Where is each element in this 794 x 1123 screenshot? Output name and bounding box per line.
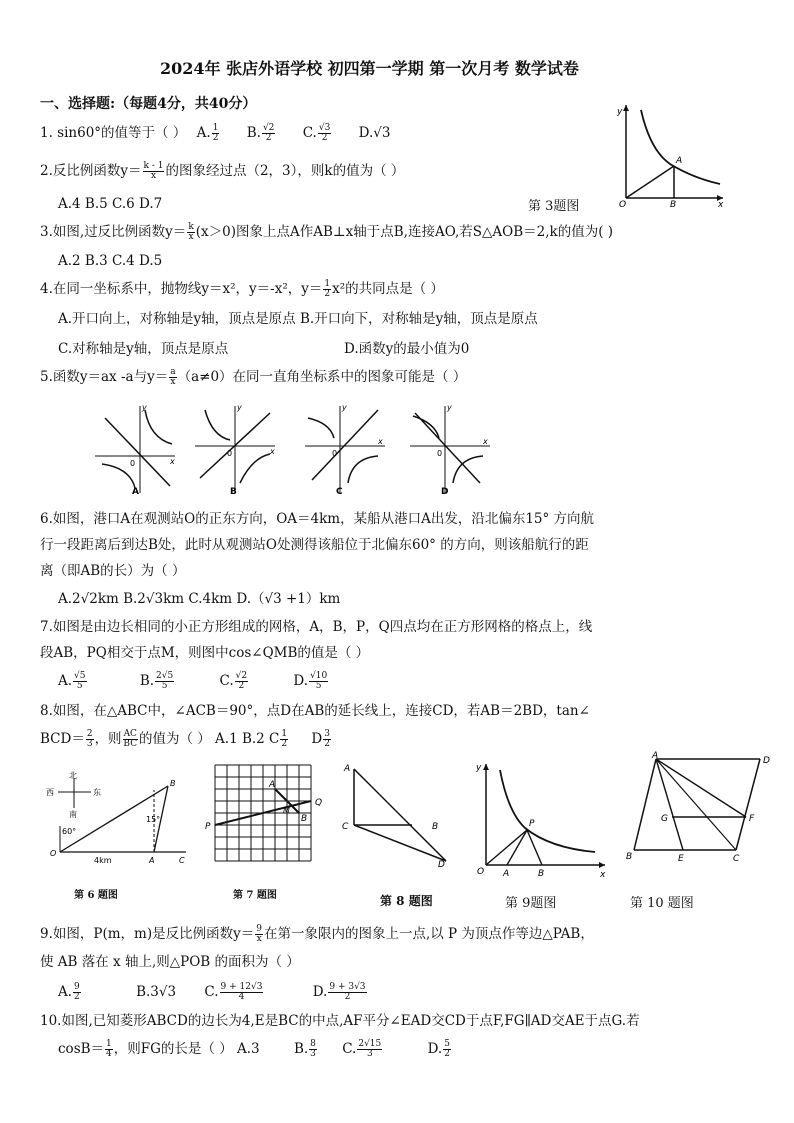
question-2: 2.反比例函数y＝ $\frac{k - 1}{x}$ 的图象经过点（2，3），则k的值为（ ） bbox=[40, 161, 405, 181]
question-6-line1: 6.如图，港口A在观测站O的正东方向，OA＝4km，某船从港口A出发，沿北偏东15° 方向航 bbox=[40, 511, 595, 527]
svg-text:0: 0 bbox=[227, 449, 233, 458]
q1-option-b: B. $\frac{√2}{2}$ bbox=[246, 123, 275, 143]
figure-3-graph bbox=[608, 100, 728, 208]
svg-text:南: 南 bbox=[69, 810, 77, 819]
svg-text:x: x bbox=[270, 447, 275, 456]
q3-options: A.2 B.3 C.4 D.5 bbox=[58, 253, 163, 269]
q5-label-c: C bbox=[336, 487, 343, 497]
q7-options: A. $\frac{√5}{5}$ B. $\frac{2√5}{5}$ C. $\frac{√2}{2}$ D. $\frac{√10}{5}$ bbox=[58, 671, 328, 691]
svg-text:东: 东 bbox=[93, 788, 101, 797]
q1-option-c: C. $\frac{√3}{2}$ bbox=[302, 123, 331, 143]
svg-text:M: M bbox=[283, 806, 290, 815]
svg-text:0: 0 bbox=[332, 449, 338, 458]
svg-text:x: x bbox=[378, 437, 383, 446]
svg-text:O: O bbox=[619, 200, 627, 210]
question-6-line2: 行一段距离后到达B处，此时从观测站O处测得该船位于北偏东60° 的方向，则该船航行的距 bbox=[40, 537, 589, 553]
svg-text:0: 0 bbox=[437, 449, 443, 458]
q1-stem: 1. sin60°的值等于（ ） bbox=[40, 125, 187, 141]
svg-text:F: F bbox=[749, 814, 755, 824]
svg-text:B: B bbox=[170, 779, 176, 788]
q5-graph-d bbox=[410, 403, 490, 497]
question-3: 3.如图,过反比例函数y＝ $\frac{k}{x}$ (x＞0)图象上点A作AB⊥x轴于点B,连接AO,若S△AOB＝2,k的值为( ) bbox=[40, 222, 614, 242]
svg-text:4km: 4km bbox=[94, 856, 112, 865]
svg-text:B: B bbox=[538, 869, 545, 879]
svg-text:60°: 60° bbox=[62, 827, 77, 836]
figure-3-caption: 第 3题图 bbox=[528, 199, 580, 214]
question-5: 5.函数y＝ax -a与y＝ $\frac{a}{x}$ （a≠0）在同一直角坐标系中的图象可能是（ ） bbox=[40, 367, 467, 387]
svg-text:x: x bbox=[600, 870, 606, 880]
q1-option-a: A. $\frac{1}{2}$ bbox=[196, 123, 219, 143]
q5-label-a: A bbox=[132, 487, 139, 497]
q6-options: A.2√2km B.2√3km C.4km D.（√3 +1）km bbox=[58, 591, 341, 607]
figure-6-caption: 第 6 题图 bbox=[74, 890, 118, 901]
svg-text:0: 0 bbox=[130, 459, 136, 468]
exam-title: 2024年 张店外语学校 初四第一学期 第一次月考 数学试卷 bbox=[160, 59, 579, 78]
svg-text:C: C bbox=[179, 856, 185, 865]
question-6-line3: 离（即AB的长）为（ ） bbox=[40, 563, 186, 579]
svg-text:O: O bbox=[50, 849, 57, 858]
svg-text:B: B bbox=[670, 200, 677, 210]
q5-label-b: B bbox=[230, 487, 237, 497]
question-9-line2: 使 AB 落在 x 轴上,则△POB 的面积为（ ） bbox=[40, 954, 300, 970]
section-heading: 一、选择题:（每题4分，共40分） bbox=[40, 96, 257, 112]
svg-text:x: x bbox=[718, 200, 724, 210]
svg-text:C: C bbox=[733, 854, 740, 864]
q5-label-d: D bbox=[441, 487, 449, 497]
svg-text:x: x bbox=[483, 437, 488, 446]
svg-text:15°: 15° bbox=[146, 815, 161, 824]
q5-graph-b bbox=[195, 403, 275, 497]
figure-8 bbox=[340, 763, 460, 868]
svg-text:P: P bbox=[529, 819, 535, 829]
figure-10 bbox=[626, 751, 788, 870]
question-1 bbox=[40, 124, 390, 143]
question-4: 4.在同一坐标系中，抛物线y＝x²，y＝-x²，y＝ $\frac{1}{2}$ x²的共同点是（ ） bbox=[40, 279, 444, 299]
q1-option-d: D.√3 bbox=[358, 125, 391, 141]
q2-options: A.4 B.5 C.6 D.7 bbox=[58, 196, 163, 212]
figure-9 bbox=[470, 760, 610, 880]
svg-text:y: y bbox=[447, 403, 452, 412]
svg-text:y: y bbox=[237, 403, 242, 412]
question-8-line1: 8.如图，在△ABC中，∠ACB＝90°，点D在AB的延长线上，连接CD，若AB＝2BD，tan∠ bbox=[40, 703, 590, 719]
svg-text:A: A bbox=[344, 764, 351, 774]
svg-text:Q: Q bbox=[315, 798, 323, 808]
svg-text:E: E bbox=[678, 854, 684, 864]
q4-option-ab: A.开口向上，对称轴是y轴，顶点是原点 B.开口向下，对称轴是y轴，顶点是原点 bbox=[58, 311, 538, 327]
svg-text:P: P bbox=[205, 822, 211, 832]
q5-graphs bbox=[90, 398, 488, 498]
figure-6 bbox=[36, 770, 196, 870]
question-9-line1: 9.如图，P(m，m)是反比例函数y＝ $\frac{9}{x}$ 在第一象限内的图象上一点,以 P 为顶点作等边△PAB， bbox=[40, 924, 594, 944]
svg-text:y: y bbox=[342, 403, 347, 412]
q5-graph-c bbox=[305, 403, 385, 497]
figure-7-grid bbox=[205, 763, 331, 871]
svg-text:B: B bbox=[432, 822, 439, 832]
svg-text:A: A bbox=[676, 156, 683, 166]
figure-7-caption: 第 7 题图 bbox=[233, 890, 277, 901]
svg-text:y: y bbox=[617, 107, 623, 117]
question-8-line2: BCD＝ $\frac{2}{3}$ ，则 $\frac{AC}{BC}$ 的值为（ ） A.1 B.2 C $\frac{1}{2}$ D $\frac{3}{2}$ bbox=[40, 729, 330, 749]
svg-text:D: D bbox=[763, 756, 770, 766]
svg-text:G: G bbox=[661, 814, 668, 824]
question-7-line1: 7.如图是由边长相同的小正方形组成的网格，A，B，P，Q四点均在正方形网格的格点上，线 bbox=[40, 619, 593, 635]
svg-text:y: y bbox=[476, 763, 482, 773]
q4-option-d: D.函数y的最小值为0 bbox=[344, 341, 470, 357]
q5-graph-a bbox=[95, 403, 175, 497]
svg-text:y: y bbox=[142, 403, 147, 412]
figure-8-caption: 第 8 题图 bbox=[380, 894, 433, 908]
question-10-line2: cosB＝ $\frac{1}{4}$ ，则FG的长是（ ） A.3 B. $\frac{8}{3}$ C. $\frac{2√15}{3}$ D. $\frac{5}{2}$ bbox=[58, 1039, 450, 1059]
question-7-line2: 段AB，PQ相交于点M，则图中cos∠QMB的值是（ ） bbox=[40, 645, 370, 661]
figure-9-caption: 第 9题图 bbox=[505, 896, 557, 911]
svg-text:B: B bbox=[626, 852, 633, 862]
svg-text:D: D bbox=[438, 860, 445, 870]
svg-text:x: x bbox=[170, 457, 175, 466]
svg-text:A: A bbox=[652, 751, 659, 761]
svg-text:北: 北 bbox=[69, 771, 77, 780]
svg-text:O: O bbox=[477, 867, 485, 877]
q9-options: A. $\frac{9}{2}$ B.3√3 C. $\frac{9 + 12√3}{4}$ D. $\frac{9 + 3√3}{2}$ bbox=[58, 982, 366, 1002]
svg-text:A: A bbox=[503, 869, 510, 879]
svg-text:西: 西 bbox=[46, 788, 54, 797]
q4-option-c: C.对称轴是y轴，顶点是原点 bbox=[58, 341, 229, 357]
svg-text:A: A bbox=[269, 780, 276, 790]
svg-text:C: C bbox=[342, 822, 349, 832]
question-10-line1: 10.如图,已知菱形ABCD的边长为4,E是BC的中点,AF平分∠EAD交CD于点F,FG∥AD交AE于点G.若 bbox=[40, 1013, 640, 1029]
svg-text:A: A bbox=[149, 856, 155, 865]
figure-10-caption: 第 10 题图 bbox=[630, 896, 694, 911]
svg-text:B: B bbox=[301, 814, 308, 824]
